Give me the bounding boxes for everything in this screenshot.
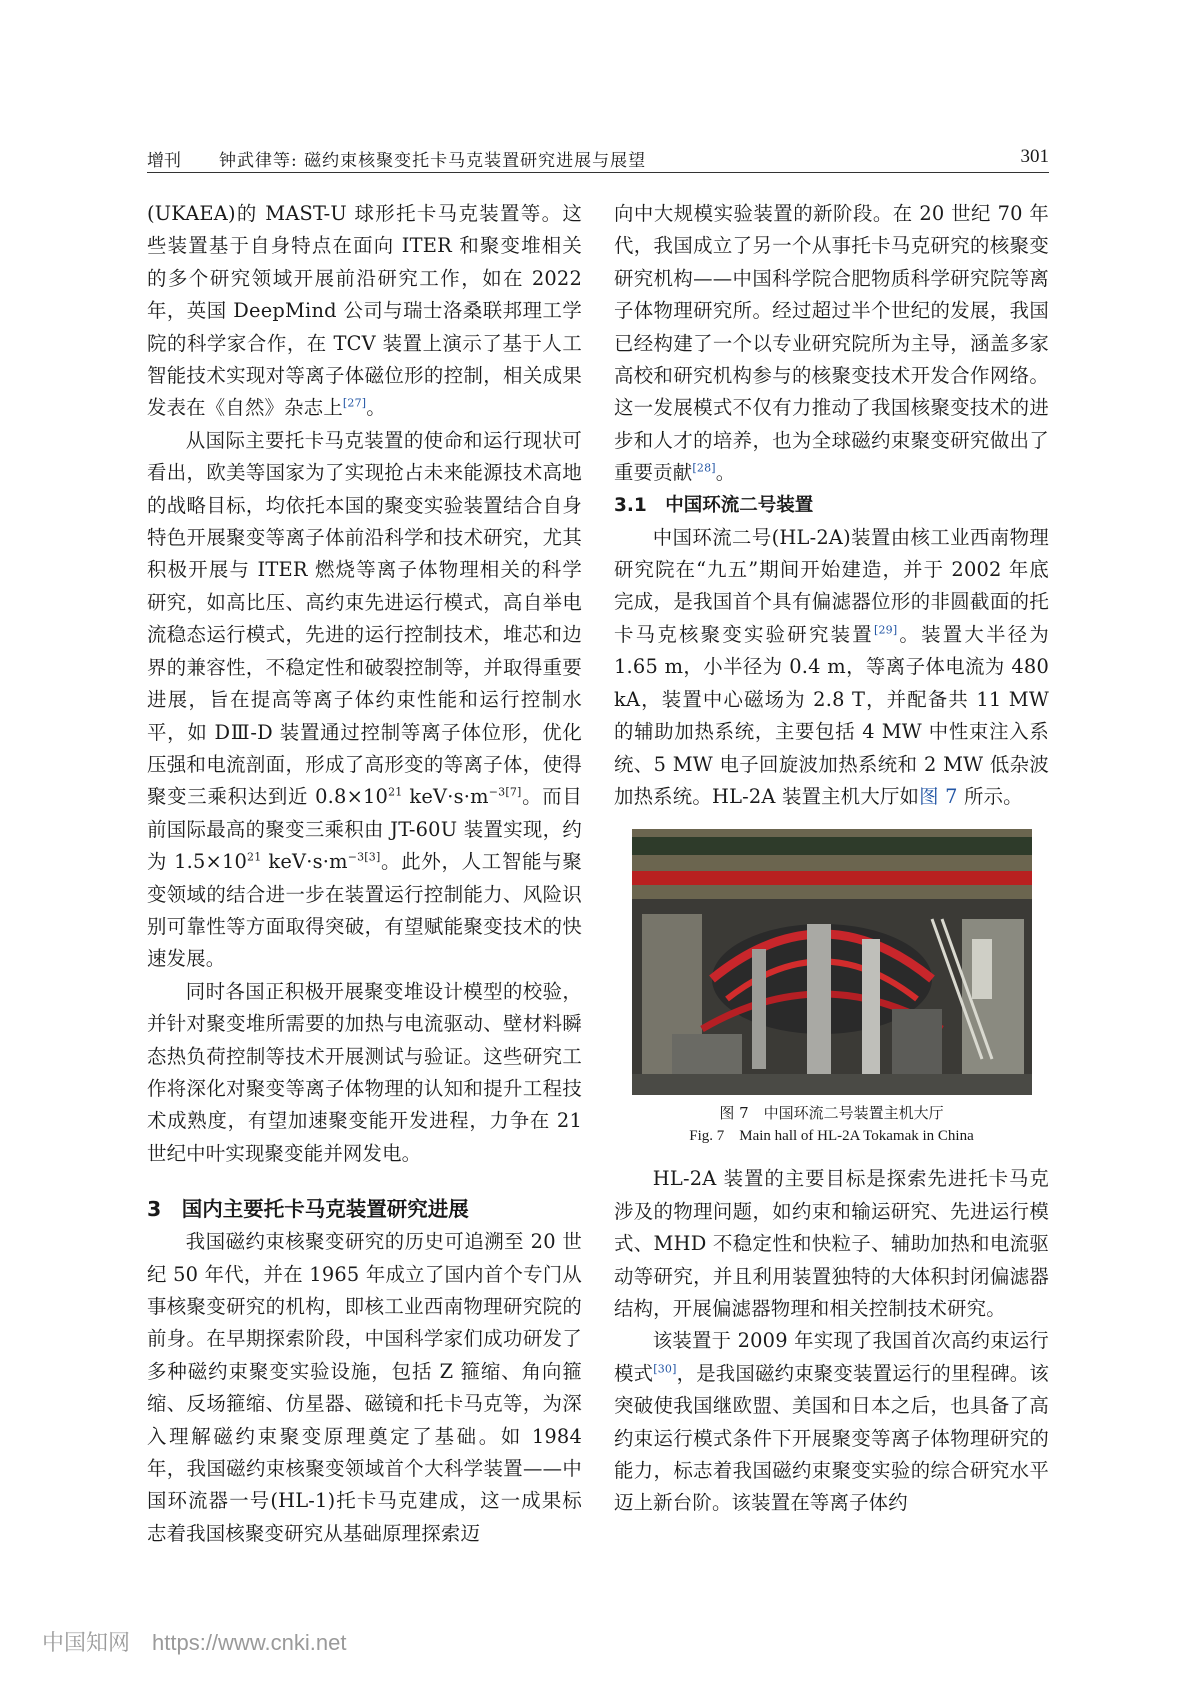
watermark-site: 中国知网	[42, 1631, 131, 1656]
paragraph: HL-2A 装置的主要目标是探索先进托卡马克涉及的物理问题，如约束和输运研究、先进运行模式、MHD 不稳定性和快粒子、辅助加热和电流驱动等研究，并且利用装置独特的大体积封闭偏滤器结构，开展偏滤器物理和相关控制技术研究。	[614, 1167, 1049, 1320]
citation-link[interactable]: [27]	[342, 396, 367, 410]
watermark-url[interactable]: https://www.cnki.net	[152, 1630, 347, 1655]
paragraph: 我国磁约束核聚变研究的历史可追溯至 20 世纪 50 年代，并在 1965 年成立了国内首个专门从事核聚变研究的机构，即核工业西南物理研究院的前身。在早期探索阶段，中国科学家们成功研发了多种磁约束聚变实验设施，包括 Z 箍缩、角向箍缩、反场箍缩、仿星器、磁镜和托卡马克等，为深入理解磁约束聚变原理奠定了基础。如 1984 年，我国磁约束核聚变领域首个大科学装置——中国环流器一号(HL-1)托卡马克建成，这一成果标志着我国核聚变研究从基础原理探索迈	[147, 1230, 582, 1545]
paragraph: (UKAEA)的 MAST-U 球形托卡马克装置等。这些装置基于自身特点在面向 ITER 和聚变堆相关的多个研究领域开展前沿研究工作，如在 2022 年，英国 DeepMind 公司与瑞士洛桑联邦理工学院的科学家合作，在 TCV 装置上演示了基于人工智能技术实现对等离子体磁位形的控制，相关成果发表在《自然》杂志上[27]。	[147, 202, 582, 420]
paragraph: 从国际主要托卡马克装置的使命和运行现状可看出，欧美等国家为了实现抢占未来能源技术高地的战略目标，均依托本国的聚变实验装置结合自身特色开展聚变等离子体前沿科学和技术研究，尤其积极开展与 ITER 燃烧等离子体物理相关的科学研究，如高比压、高约束先进运行模式，高自举电流稳态运行模式，先进的运行控制技术，堆芯和边界的兼容性，不稳定性和破裂控制等，并取得重要进展，旨在提高等离子体约束性能和运行控制水平，如 DⅢ-D 装置通过控制等离子体位形，优化压强和电流剖面，形成了高形变的等离子体，使得聚变三乘积达到近 $0.8\times 10^{21}$ $keV\cdot s\cdot m^{-3[7]}$。而目前国际最高的聚变三乘积由 JT-60U 装置实现，约为 $1.5\times 10^{21}$ $keV\cdot s\cdot m^{-3[3]}$。此外，人工智能与聚变领域的结合进一步在装置运行控制能力、风险识别可靠性等方面取得突破，有望赋能聚变技术的快速发展。	[147, 428, 583, 971]
citation-link[interactable]: [29]	[873, 623, 898, 637]
tokamak-hall-illustration	[632, 829, 1032, 1095]
issue-label: 增刊	[147, 151, 181, 171]
paragraph: 同时各国正积极开展聚变堆设计模型的校验，并针对聚变堆所需要的加热与电流驱动、壁材料瞬态热负荷控制等技术开展测试与验证。这些研究工作将深化对聚变等离子体物理的认知和提升工程技术成熟度，有望加速聚变能开发进程，力争在 21 世纪中叶实现聚变能并网发电。	[147, 979, 582, 1165]
tokamak-hall-photo	[632, 829, 1032, 1095]
citation-link[interactable]: [28]	[692, 461, 716, 475]
section-heading: 3 国内主要托卡马克装置研究进展	[147, 1197, 469, 1222]
figure-caption-en: Fig. 7 Main hall of HL-2A Tokamak in China	[689, 1128, 974, 1145]
left-column	[147, 198, 582, 1550]
cnki-watermark	[42, 1626, 346, 1657]
citation-link[interactable]: −3[7]	[488, 785, 522, 799]
citation-link[interactable]: −3[3]	[347, 850, 381, 864]
running-title: 钟武律等: 磁约束核聚变托卡马克装置研究进展与展望	[219, 151, 647, 171]
subsection-heading: 3.1 中国环流二号装置	[614, 494, 814, 516]
paragraph: 中国环流二号(HL-2A)装置由核工业西南物理研究院在“九五”期间开始建造，并于 2002 年底完成，是我国首个具有偏滤器位形的非圆截面的托卡马克核聚变实验研究装置[29]。装置大半径为 1.65 m，小半径为 0.4 m，等离子体电流为 480 kA，装置中心磁场为 2.8 T，并配备共 11 MW 的辅助加热系统，主要包括 4 MW 中性束注入系统、5 MW 电子回旋波加热系统和 2 MW 低杂波加热系统。HL-2A 装置主机大厅如图 7 所示。	[614, 525, 1050, 808]
figure-caption-cn: 图 7 中国环流二号装置主机大厅	[719, 1104, 944, 1123]
right-column	[614, 198, 1049, 1520]
figure-7	[614, 829, 1049, 1147]
citation-link[interactable]: [30]	[653, 1362, 677, 1376]
running-header	[147, 142, 1049, 173]
paragraph: 该装置于 2009 年实现了我国首次高约束运行模式[30]，是我国磁约束聚变装置运行的里程碑。该突破使我国继欧盟、美国和日本之后，也具备了高约束运行模式条件下开展聚变等离子体物理研究的能力，标志着我国磁约束聚变实验的综合研究水平迈上新台阶。该装置在等离子体约	[614, 1329, 1049, 1515]
page-number: 301	[1020, 146, 1049, 167]
figure-link[interactable]: 图 7	[919, 784, 958, 808]
paragraph: 向中大规模实验装置的新阶段。在 20 世纪 70 年代，我国成立了另一个从事托卡马克研究的核聚变研究机构——中国科学院合肥物质科学研究院等离子体物理研究所。经过超过半个世纪的发展，我国已经构建了一个以专业研究院所为主导，涵盖多家高校和研究机构参与的核聚变技术开发合作网络。这一发展模式不仅有力推动了我国核聚变技术的进步和人才的培养，也为全球磁约束聚变研究做出了重要贡献[28]。	[614, 202, 1049, 485]
